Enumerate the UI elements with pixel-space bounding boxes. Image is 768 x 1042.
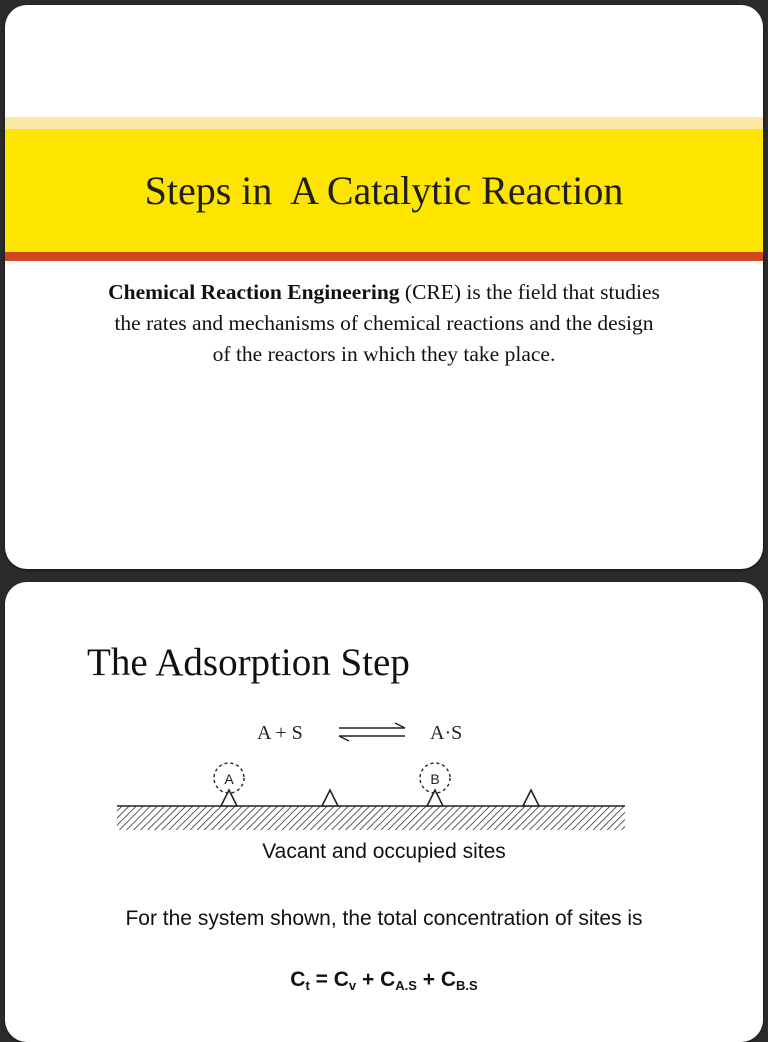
diagram-caption: Vacant and occupied sites <box>262 840 506 863</box>
formula-subscript: A.S <box>395 978 417 993</box>
intro-paragraph <box>105 277 663 370</box>
formula-term: + C <box>416 968 457 991</box>
intro-term: Chemical Reaction Engineering <box>108 280 400 304</box>
catalyst-surface-diagram <box>117 754 625 834</box>
formula-subscript: t <box>305 978 310 993</box>
active-site <box>221 790 237 806</box>
formula-subscript: v <box>348 978 357 993</box>
equation-product: A·S <box>430 722 463 744</box>
site-label-b: B <box>430 771 440 787</box>
formula-term: = C <box>309 968 349 991</box>
active-sites <box>221 790 539 806</box>
active-site <box>523 790 539 806</box>
slide-1-title: Steps in A Catalytic Reaction <box>144 168 624 213</box>
formula-term: + C <box>356 968 396 991</box>
slide-2-title: The Adsorption Step <box>87 641 410 684</box>
site-balance-formula <box>5 968 763 993</box>
intro-text: (CRE) is the field that studies the rates and mechanisms of chemical reactions and the design of the reactors in which they take place. <box>114 280 660 366</box>
active-site <box>427 790 443 806</box>
adsorption-equation <box>255 716 485 752</box>
formula-term: C <box>290 968 306 991</box>
title-band-highlight <box>5 117 763 129</box>
title-band-accent-stripe <box>5 252 763 261</box>
slide-2 <box>5 582 763 1042</box>
equilibrium-arrows-icon <box>339 723 405 741</box>
surface-hatching <box>117 806 625 830</box>
site-label-a: A <box>224 771 234 787</box>
site-concentration-sentence: For the system shown, the total concentration of sites is <box>125 907 643 930</box>
slide-1 <box>5 5 763 569</box>
equation-reactants: A + S <box>257 722 303 744</box>
active-site <box>322 790 338 806</box>
formula-subscript: B.S <box>456 978 478 993</box>
